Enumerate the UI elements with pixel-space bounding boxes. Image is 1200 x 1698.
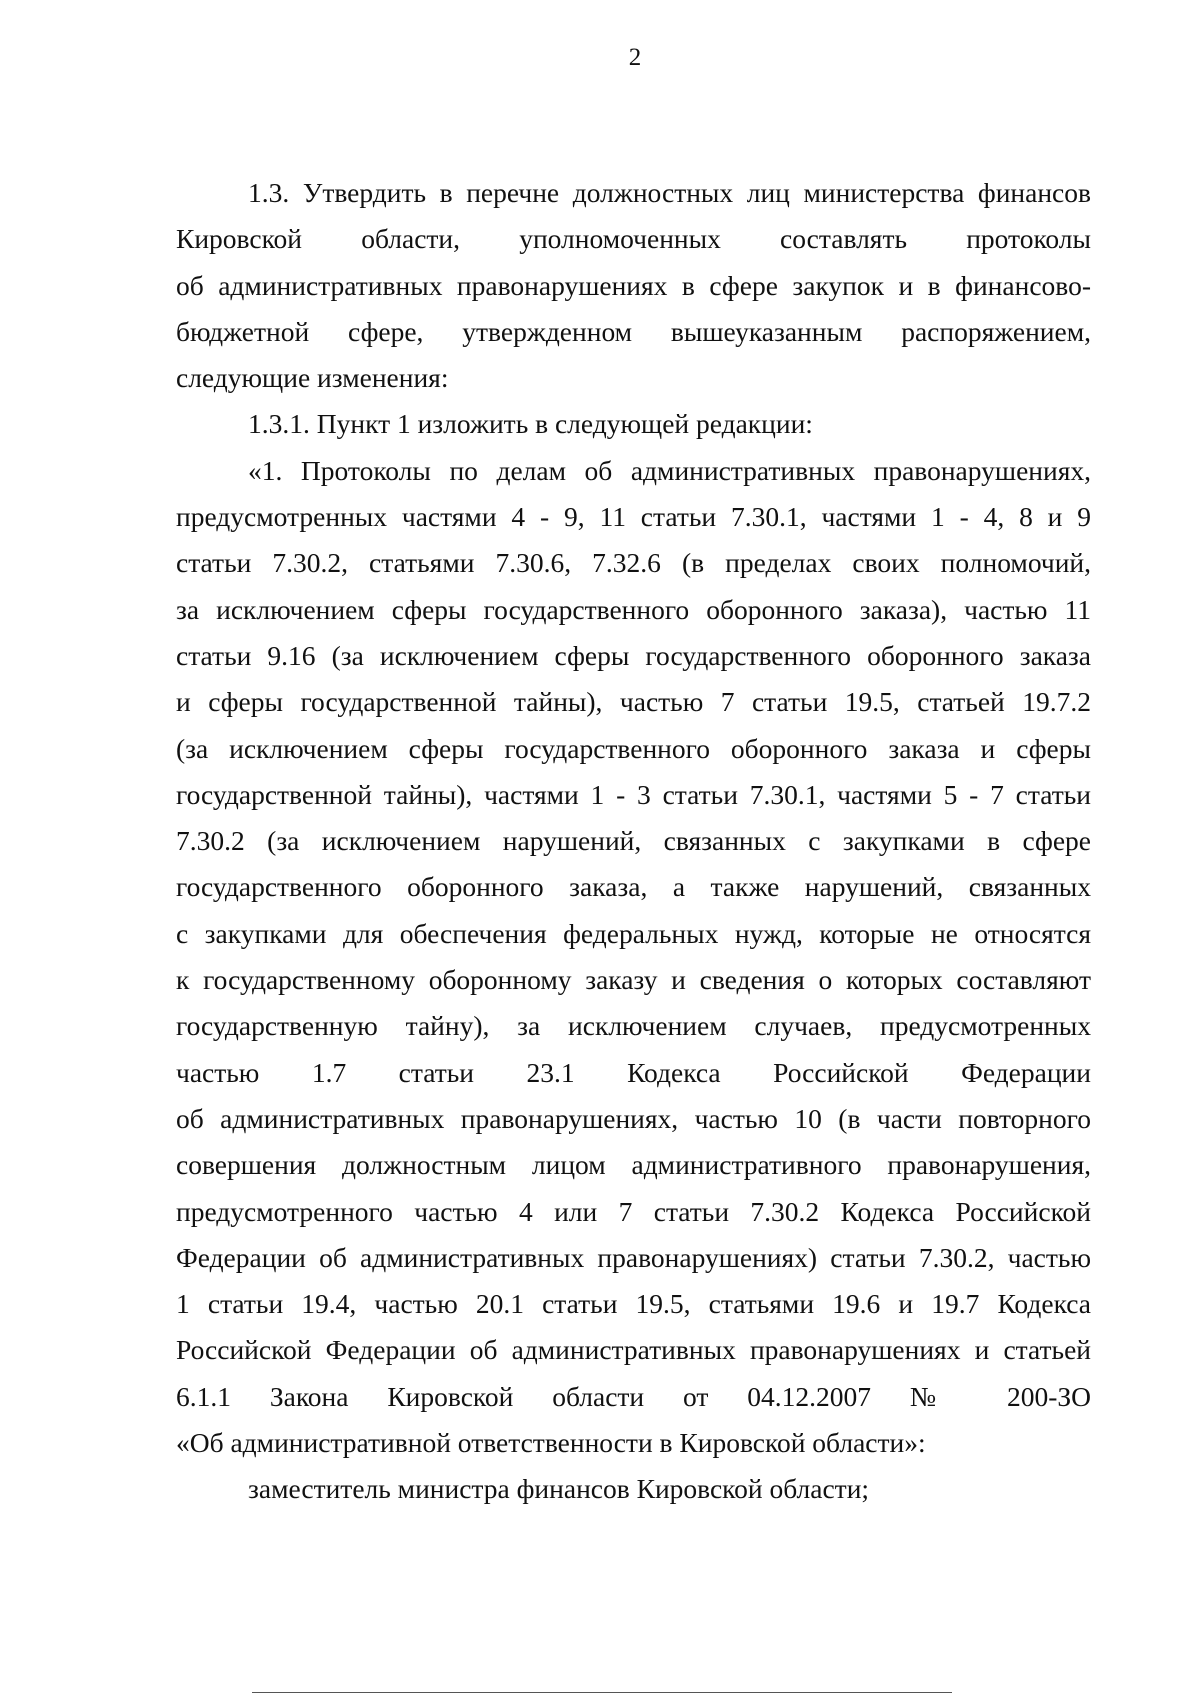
text-line: предусмотренных частями 4 - 9, 11 статьи 7.30.1, частями 1 - 4, 8 и 9 [176, 501, 1091, 533]
text-line: статьи 9.16 (за исключением сферы государственного оборонного заказа [176, 639, 1091, 671]
text-line: совершения должностным лицом административного правонарушения, [176, 1149, 1091, 1181]
text-line: об административных правонарушениях в сфере закупок и в финансово- [176, 269, 1091, 301]
text-line: 1.3.1. Пункт 1 изложить в следующей редакции: [248, 408, 813, 440]
text-line: заместитель министра финансов Кировской области; [248, 1473, 870, 1505]
text-line: (за исключением сферы государственного оборонного заказа и сферы [176, 732, 1091, 764]
text-line: 7.30.2 (за исключением нарушений, связанных с закупками в сфере [176, 825, 1091, 857]
text-line: бюджетной сфере, утвержденном вышеуказанным распоряжением, [176, 315, 1091, 347]
text-line: государственную тайну), за исключением случаев, предусмотренных [176, 1010, 1091, 1042]
text-line: Кировской области, уполномоченных составлять протоколы [176, 223, 1091, 255]
text-line: с закупками для обеспечения федеральных нужд, которые не относятся [176, 917, 1091, 949]
text-line: к государственному оборонному заказу и сведения о которых составляют [176, 964, 1091, 996]
text-line: государственного оборонного заказа, а также нарушений, связанных [176, 871, 1091, 903]
text-line: статьи 7.30.2, статьями 7.30.6, 7.32.6 (в пределах своих полномочий, [176, 547, 1091, 579]
page-bottom-rule [252, 1692, 952, 1693]
text-line: 6.1.1 Закона Кировской области от 04.12.2007 № 200-ЗО [176, 1380, 1091, 1412]
text-line: предусмотренного частью 4 или 7 статьи 7.30.2 Кодекса Российской [176, 1195, 1091, 1227]
text-line: 1 статьи 19.4, частью 20.1 статьи 19.5, статьями 19.6 и 19.7 Кодекса [176, 1288, 1091, 1320]
text-line: и сферы государственной тайны), частью 7 статьи 19.5, статьей 19.7.2 [176, 686, 1091, 718]
text-line: следующие изменения: [176, 362, 449, 394]
text-line: об административных правонарушениях, частью 10 (в части повторного [176, 1102, 1091, 1134]
text-line: частью 1.7 статьи 23.1 Кодекса Российской Федерации [176, 1056, 1091, 1088]
text-line: Федерации об административных правонарушениях) статьи 7.30.2, частью [176, 1241, 1091, 1273]
page-number: 2 [628, 44, 642, 71]
paragraph-item-1 [176, 448, 1091, 1467]
text-line: «1. Протоколы по делам об административных правонарушениях, [248, 454, 1091, 486]
text-line: государственной тайны), частями 1 - 3 статьи 7.30.1, частями 5 - 7 статьи [176, 778, 1091, 810]
text-line: 1.3. Утвердить в перечне должностных лиц министерства финансов [248, 177, 1091, 208]
text-line: Российской Федерации об административных правонарушениях и статьей [176, 1334, 1091, 1366]
text-line: «Об административной ответственности в Кировской области»: [176, 1427, 926, 1459]
paragraph-deputy-minister [176, 1466, 1091, 1512]
text-line: за исключением сферы государственного оборонного заказа), частью 11 [176, 593, 1091, 625]
paragraph-1-3 [176, 170, 1091, 401]
paragraph-1-3-1 [176, 401, 1091, 447]
document-body [176, 170, 1091, 1513]
